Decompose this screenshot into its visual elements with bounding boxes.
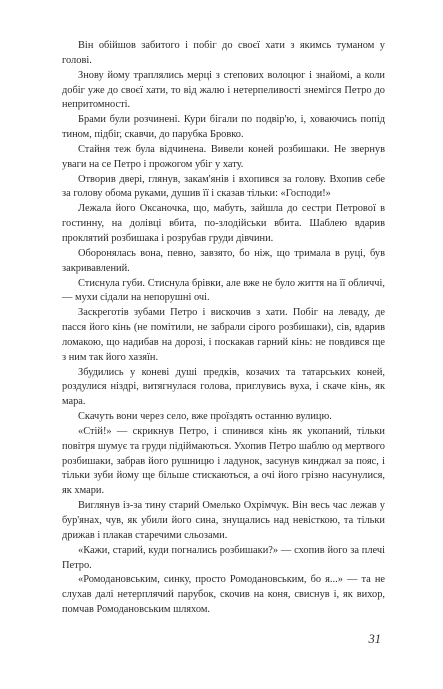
paragraph: Заскреготів зубами Петро і вискочив з хати. Побіг на леваду, де пасся його кінь (не помітили, не забрали сірого розбишаки), сів, вдарив ломакою, що надибав на дорозі, і поскакав гарний кінь: не повдився ще з ним так його хазяїн. (62, 307, 385, 363)
paragraph: «Стій!» — скрикнув Петро, і спинився кінь як укопаний, тільки повітря шумує та груди підіймаються. Ухопив Петро шаблю од мертвого розбишаки, забрав його рушницю і ладунок, засунув кинджал за пояс, і тільки зуби йому ще більше стискаються, а очі його грізно насунулися, як хмари. (62, 425, 385, 497)
paragraph: Він обійшов забитого і побіг до своєї хати з якимсь туманом у голові. (62, 40, 385, 66)
paragraph: Стайня теж була відчинена. Вивели коней розбишаки. Не звернув уваги на се Петро і прожогом убіг у хату. (62, 143, 385, 170)
paragraph: Виглянув із-за тину старий Омелько Охрімчук. Він весь час лежав у бур'янах, чув, як убили його сина, знущались над невісткою, та тільки дрижав і плакав старечими сльозами. (62, 500, 385, 541)
paragraph: Лежала його Оксаночка, що, мабуть, зайшла до сестри Петрової в гостинну, на долівці вбита, по-злодійськи вбита. Шаблею вдарив проклятий розбишака і розрубав груди дівчини. (62, 203, 385, 244)
page-number: 31 (368, 632, 381, 646)
paragraph: Знову йому траплялись мерці з степових волоцюг і знайомі, а коли добіг уже до своєї хати, то від жалю і нетерпеливості знемігся Петро до непритомності. (62, 69, 385, 111)
body-text (62, 39, 385, 618)
paragraph: Отворив двері, глянув, закам'янів і вхопився за голову. Вхопив себе за голову обома руками, душив її і сказав тільки: «Господи!» (62, 173, 385, 200)
paragraph: Стиснула губи. Стиснула брівки, але вже не було життя на її обличчі, — мухи сідали на непорушні очі. (62, 277, 385, 304)
paragraph: Збудились у коневі душі предків, козачих та татарських коней, роздулися ніздрі, витягнулася голова, приглувись вуха, і скаче кінь, як мара. (62, 366, 385, 408)
paragraph: «Ромодановським, синку, просто Ромодановським, бо я...» — та не слухав далі нетерплячий парубок, скочив на коня, свиснув і, як вихор, помчав Ромодановським шляхом. (62, 574, 385, 616)
paragraph: «Кажи, старий, куди погнались розбишаки?» — схопив його за плечі Петро. (62, 544, 385, 571)
paragraph: Оборонялась вона, певно, завзято, бо ніж, що тримала в руці, був закривавлений. (62, 247, 385, 274)
paragraph: Брами були розчинені. Кури бігали по подвір'ю, і, ховаючись попід тином, підбіг, скавчи, до парубка Бровко. (62, 114, 385, 141)
paragraph: Скачуть вони через село, вже проїздять останню вулицю. (78, 411, 332, 423)
